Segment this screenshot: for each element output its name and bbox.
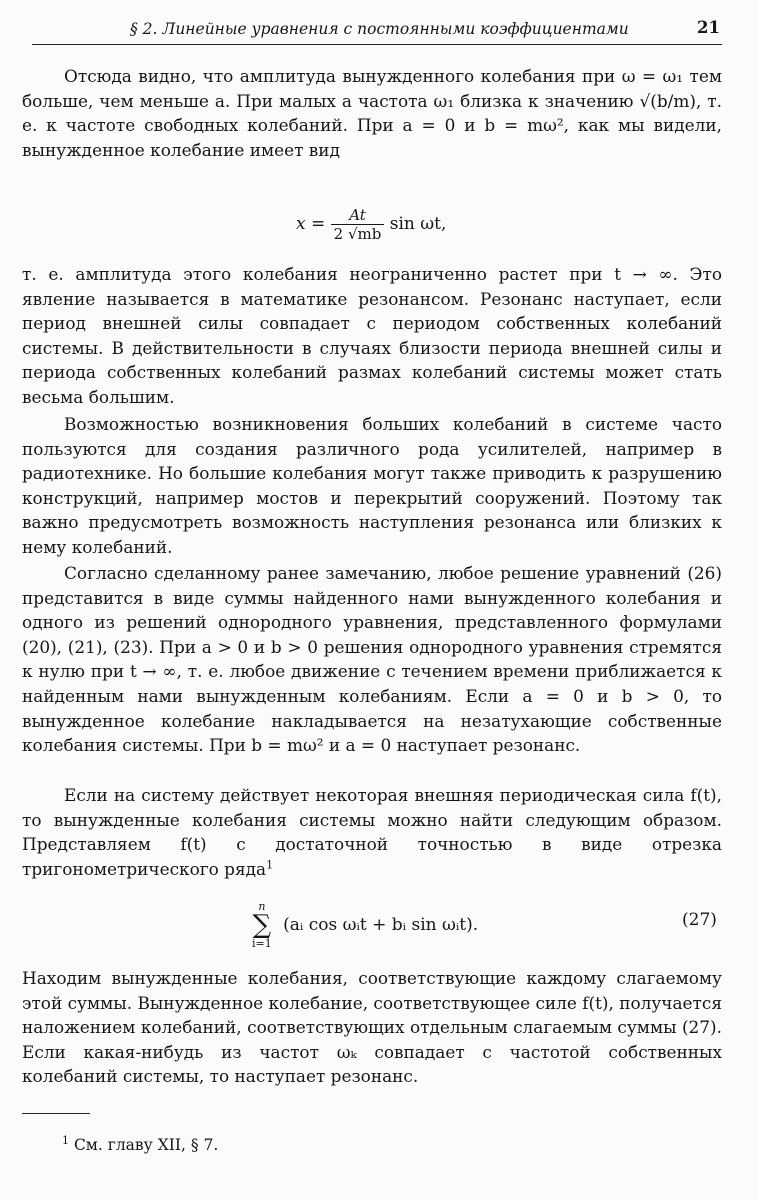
formula-fraction (331, 206, 385, 243)
paragraph-6 (22, 966, 722, 1089)
formula-numerator: At (331, 206, 385, 225)
series-body: (aᵢ cos ωᵢt + bᵢ sin ωᵢt). (283, 914, 479, 935)
p2-text: т. е. амплитуда этого колебания неограниченно растет при t → ∞. Это явление называется в математике резонансом. Резонанс наступает, если период внешней силы совпадает с периодом собственных колебаний системы. В действительности в случаях близости периода внешней силы и периода собственных колебаний размах колебаний системы может стать весьма большим. (22, 264, 722, 407)
sum-sign (252, 900, 272, 950)
footnote-rule (22, 1113, 90, 1114)
equation-number: (27) (682, 910, 717, 930)
p6-text: Находим вынужденные колебания, соответствующие каждому слагаемому этой суммы. Вынужденное колебание, соответствующее силе f(t), получается наложением колебаний, соответствующих отдельным слагаемым суммы (27). Если какая-нибудь из частот ωₖ совпадает с частотой собственных колебаний системы, то наступает резонанс. (22, 968, 722, 1087)
footnote-text: См. главу XII, § 7. (73, 1136, 219, 1154)
formula-denominator: 2 √mb (333, 225, 382, 243)
running-title: § 2. Линейные уравнения с постоянными коэффициентами (130, 20, 629, 38)
paragraph-5 (22, 783, 722, 881)
footnote-ref: 1 (266, 858, 274, 872)
running-head (32, 18, 722, 45)
p4-text: Согласно сделанному ранее замечанию, любое решение уравнений (26) представится в виде суммы найденного нами вынужденного колебания и одного из решений однородного уравнения, представленного формулами (20), (21), (23). При a > 0 и b > 0 решения однородного уравнения стремятся к нулю при t → ∞, т. е. любое движение с течением времени приближается к найденным нами вынужденным колебаниям. Если a = 0 и b > 0, то вынужденное колебание накладывается на незатухающие собственные колебания системы. При b = mω² и a = 0 наступает резонанс. (22, 563, 722, 756)
resonance-formula (296, 206, 446, 243)
formula-rhs: sin ωt, (389, 214, 447, 234)
paragraph-4 (22, 561, 722, 758)
sigma-icon: ∑ (252, 910, 272, 940)
page-number: 21 (697, 18, 720, 37)
sum-lower: i=1 (252, 937, 272, 950)
p3-text: Возможностью возникновения больших колебаний в системе часто пользуются для создания различного рода усилителей, например в радиотехнике. Но большие колебания могут также приводить к разрушению конструкций, например мостов и перекрытий сооружений. Поэтому так важно предусмотреть возможность наступления резонанса или близких к нему колебаний. (22, 414, 722, 557)
series-formula (252, 900, 478, 950)
p5-text: Если на систему действует некоторая внешняя периодическая сила f(t), то вынужденные колебания системы можно найти следующим образом. Представляем f(t) с достаточной точностью в виде отрезка тригонометрического ряда (22, 785, 722, 879)
footnote (62, 1133, 219, 1154)
paragraph-3 (22, 412, 722, 560)
formula-lhs: x = (296, 214, 326, 234)
sum-upper: n (258, 900, 266, 913)
paragraph-1 (22, 64, 722, 162)
footnote-marker: 1 (62, 1133, 69, 1147)
p1-text: Отсюда видно, что амплитуда вынужденного колебания при ω = ω₁ тем больше, чем меньше a. При малых a частота ω₁ близка к значению √(b/m), т. е. к частоте свободных колебаний. При a = 0 и b = mω², как мы видели, вынужденное колебание имеет вид (22, 66, 722, 160)
paragraph-2 (22, 262, 722, 410)
